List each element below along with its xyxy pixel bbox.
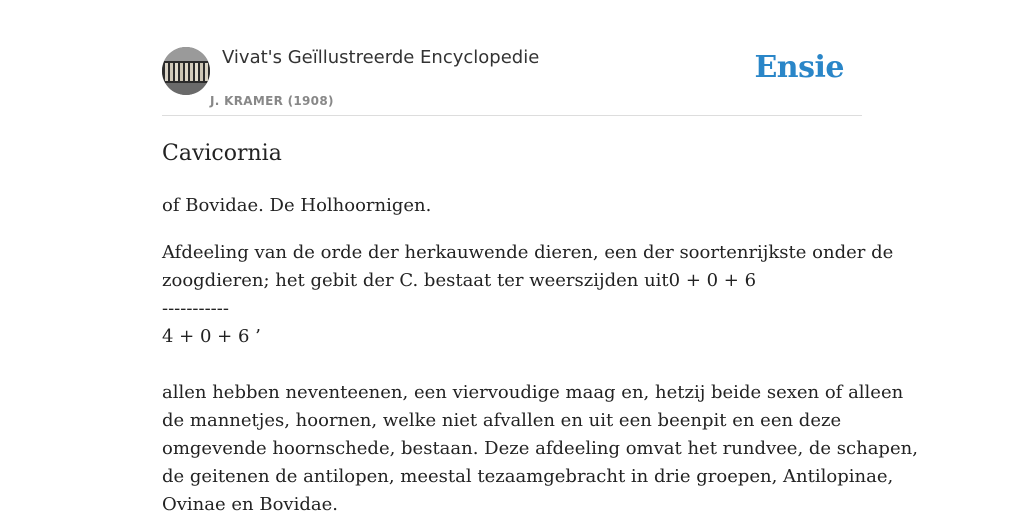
paragraph-line: allen hebben neventeenen, een viervoudige maag en, hetzij beide sexen of alleen [162, 382, 904, 403]
page-container [162, 0, 918, 512]
paragraph-line: de mannetjes, hoornen, welke niet afvallen en uit een beenpit en een deze [162, 410, 842, 431]
paragraph-line: Ovinae en Bovidae. [162, 494, 338, 512]
lead-line: of Bovidae. De Holhoornigen. [162, 195, 432, 216]
formula-denominator: 4 + 0 + 6 ’ [162, 326, 261, 347]
paragraph-line: de geitenen de antilopen, meestal tezaamgebracht in drie groepen, Antilopinae, [162, 466, 894, 487]
formula-divider: ----------- [162, 298, 229, 319]
paragraph-line: zoogdieren; het gebit der C. bestaat ter weerszijden uit0 + 0 + 6 [162, 270, 757, 291]
paragraph-line: Afdeeling van de orde der herkauwende dieren, een der soortenrijkste onder de [162, 242, 894, 263]
ensie-logo[interactable]: Ensie [754, 50, 844, 85]
entry-paragraph-1 [162, 239, 894, 351]
source-author: J. KRAMER (1908) [210, 94, 334, 108]
entry-paragraph-2 [162, 379, 918, 512]
book-spines-icon[interactable] [162, 47, 210, 95]
source-title[interactable]: Vivat's Geïllustreerde Encyclopedie [222, 47, 540, 68]
source-header [162, 0, 862, 116]
entry-lead [162, 192, 862, 220]
entry-title: Cavicornia [162, 141, 282, 166]
paragraph-line: omgevende hoornschede, bestaan. Deze afdeeling omvat het rundvee, de schapen, [162, 438, 918, 459]
